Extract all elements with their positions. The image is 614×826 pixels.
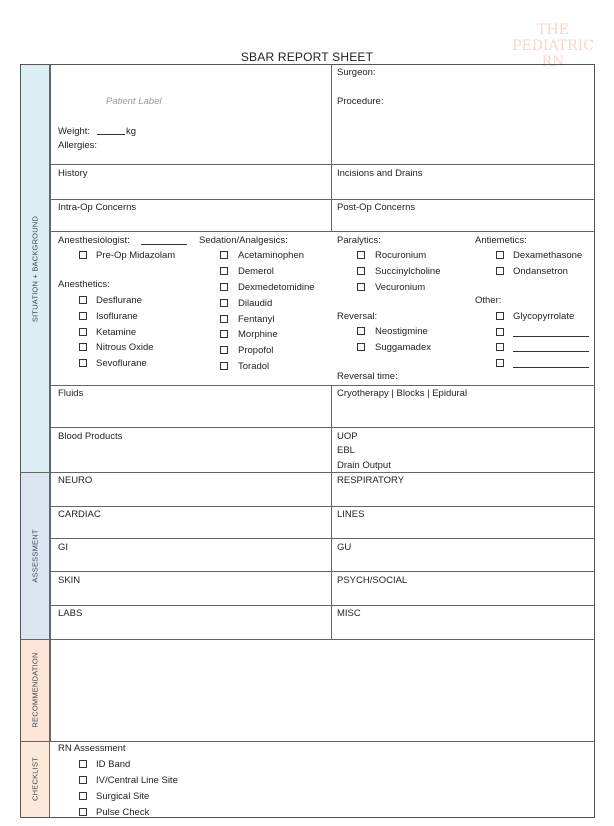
divider (331, 65, 332, 232)
sedation-item: Fentanyl (238, 314, 275, 325)
checklist-item: ID Band (96, 759, 131, 770)
divider (20, 741, 595, 742)
anesthetic-checkbox[interactable] (79, 343, 87, 351)
weight-blank[interactable] (97, 134, 125, 135)
anesthetic-item: Desflurane (96, 295, 142, 306)
antiemetics-title: Antiemetics: (475, 235, 527, 246)
reversal-time-label: Reversal time: (337, 371, 398, 382)
anesthesiologist-blank[interactable] (141, 244, 187, 245)
sedation-item: Morphine (238, 329, 278, 340)
anesthetic-checkbox[interactable] (79, 312, 87, 320)
antiemetic-item: Ondansetron (513, 266, 568, 277)
sedation-checkbox[interactable] (220, 346, 228, 354)
other-checkbox[interactable] (496, 343, 504, 351)
preop-label: Pre-Op Midazolam (96, 250, 176, 261)
sedation-checkbox[interactable] (220, 299, 228, 307)
divider (50, 571, 595, 572)
recommendation-band (21, 639, 50, 741)
sedation-checkbox[interactable] (220, 330, 228, 338)
paralytic-checkbox[interactable] (357, 267, 365, 275)
reversal-checkbox[interactable] (357, 343, 365, 351)
patient-label: Patient Label (106, 96, 162, 107)
situation-background-label: SITUATION + BACKGROUND (30, 215, 40, 322)
situation-background-band (21, 65, 50, 472)
paralytic-item: Rocuronium (375, 250, 427, 261)
sedation-checkbox[interactable] (220, 362, 228, 370)
recommendation-label: RECOMMENDATION (30, 652, 40, 728)
reversal-item: Neostigmine (375, 326, 428, 337)
uop-label: UOP (337, 431, 358, 442)
paralytics-title: Paralytics: (337, 235, 381, 246)
paralytic-checkbox[interactable] (357, 283, 365, 291)
surgeon-label: Surgeon: (337, 67, 376, 78)
divider (50, 164, 595, 165)
paralytic-item: Vecuronium (375, 282, 426, 293)
anesthetic-item: Nitrous Oxide (96, 342, 154, 353)
cardiac-label: CARDIAC (58, 509, 101, 520)
misc-label: MISC (337, 608, 361, 619)
reversal-title: Reversal: (337, 311, 378, 322)
fluids-label: Fluids (58, 388, 84, 399)
weight-unit: kg (126, 126, 137, 137)
paralytic-item: Succinylcholine (375, 266, 441, 277)
weight-label: Weight: (58, 126, 91, 137)
gu-label: GU (337, 542, 352, 553)
other-checkbox[interactable] (496, 359, 504, 367)
paralytic-checkbox[interactable] (357, 251, 365, 259)
reversal-item: Suggamadex (375, 342, 431, 353)
anesthetic-checkbox[interactable] (79, 296, 87, 304)
anesthetic-item: Sevoflurane (96, 358, 147, 369)
other-blank[interactable] (513, 367, 589, 368)
antiemetic-item: Dexamethasone (513, 250, 583, 261)
labs-label: LABS (58, 608, 83, 619)
other-blank[interactable] (513, 351, 589, 352)
postop-label: Post-Op Concerns (337, 202, 416, 213)
sedation-item: Dilaudid (238, 298, 273, 309)
rn-assessment-title: RN Assessment (58, 743, 126, 754)
checklist-item: IV/Central Line Site (96, 775, 178, 786)
other-title: Other: (475, 295, 502, 306)
drain-output-label: Drain Output (337, 460, 391, 471)
intraop-label: Intra-Op Concerns (58, 202, 137, 213)
divider (50, 605, 595, 606)
divider (20, 639, 595, 640)
checklist-item: Pulse Check (96, 807, 150, 818)
anesthesiologist-label: Anesthesiologist: (58, 235, 130, 246)
reversal-checkbox[interactable] (357, 327, 365, 335)
anesthetics-title: Anesthetics: (58, 279, 110, 290)
skin-label: SKIN (58, 575, 81, 586)
sedation-item: Acetaminophen (238, 250, 305, 261)
sedation-title: Sedation/Analgesics: (199, 235, 288, 246)
psych-social-label: PSYCH/SOCIAL (337, 575, 408, 586)
procedure-label: Procedure: (337, 96, 384, 107)
divider (50, 385, 595, 386)
anesthetic-item: Ketamine (96, 327, 137, 338)
assessment-label: ASSESSMENT (30, 528, 40, 583)
divider (50, 506, 595, 507)
divider (50, 538, 595, 539)
checklist-checkbox[interactable] (79, 792, 87, 800)
other-item: Glycopyrrolate (513, 311, 575, 322)
sedation-checkbox[interactable] (220, 267, 228, 275)
divider (331, 385, 332, 639)
anesthetic-checkbox[interactable] (79, 328, 87, 336)
other-checkbox[interactable] (496, 328, 504, 336)
antiemetic-checkbox[interactable] (496, 251, 504, 259)
anesthetic-checkbox[interactable] (79, 359, 87, 367)
sedation-item: Demerol (238, 266, 274, 277)
checklist-checkbox[interactable] (79, 760, 87, 768)
divider (50, 199, 595, 200)
gi-label: GI (58, 542, 69, 553)
lines-label: LINES (337, 509, 365, 520)
sedation-item: Propofol (238, 345, 274, 356)
sedation-item: Dexmedetomidine (238, 282, 315, 293)
checklist-checkbox[interactable] (79, 776, 87, 784)
assessment-band (21, 472, 50, 639)
blood-products-label: Blood Products (58, 431, 123, 442)
ebl-label: EBL (337, 445, 355, 456)
cryo-label: Cryotherapy | Blocks | Epidural (337, 388, 468, 399)
anesthetic-item: Isoflurane (96, 311, 138, 322)
antiemetic-checkbox[interactable] (496, 267, 504, 275)
watermark-logo: THE PEDIATRIC RN (512, 22, 594, 70)
divider (50, 231, 595, 232)
sedation-checkbox[interactable] (220, 283, 228, 291)
checklist-checkbox[interactable] (79, 808, 87, 816)
sedation-checkbox[interactable] (220, 251, 228, 259)
divider (50, 427, 595, 428)
sedation-checkbox[interactable] (220, 315, 228, 323)
divider (20, 472, 595, 473)
page-title: SBAR REPORT SHEET (240, 50, 374, 64)
sedation-item: Toradol (238, 361, 270, 372)
divider (50, 65, 51, 741)
history-label: History (58, 168, 88, 179)
neuro-label: NEURO (58, 475, 93, 486)
other-checkbox[interactable] (496, 312, 504, 320)
checklist-item: Surgical Site (96, 791, 150, 802)
checklist-label: CHECKLIST (30, 757, 40, 801)
checklist-band (21, 741, 50, 817)
incisions-label: Incisions and Drains (337, 168, 423, 179)
preop-checkbox[interactable] (79, 251, 87, 259)
respiratory-label: RESPIRATORY (337, 475, 405, 486)
other-blank[interactable] (513, 336, 589, 337)
allergies-label: Allergies: (58, 140, 98, 151)
